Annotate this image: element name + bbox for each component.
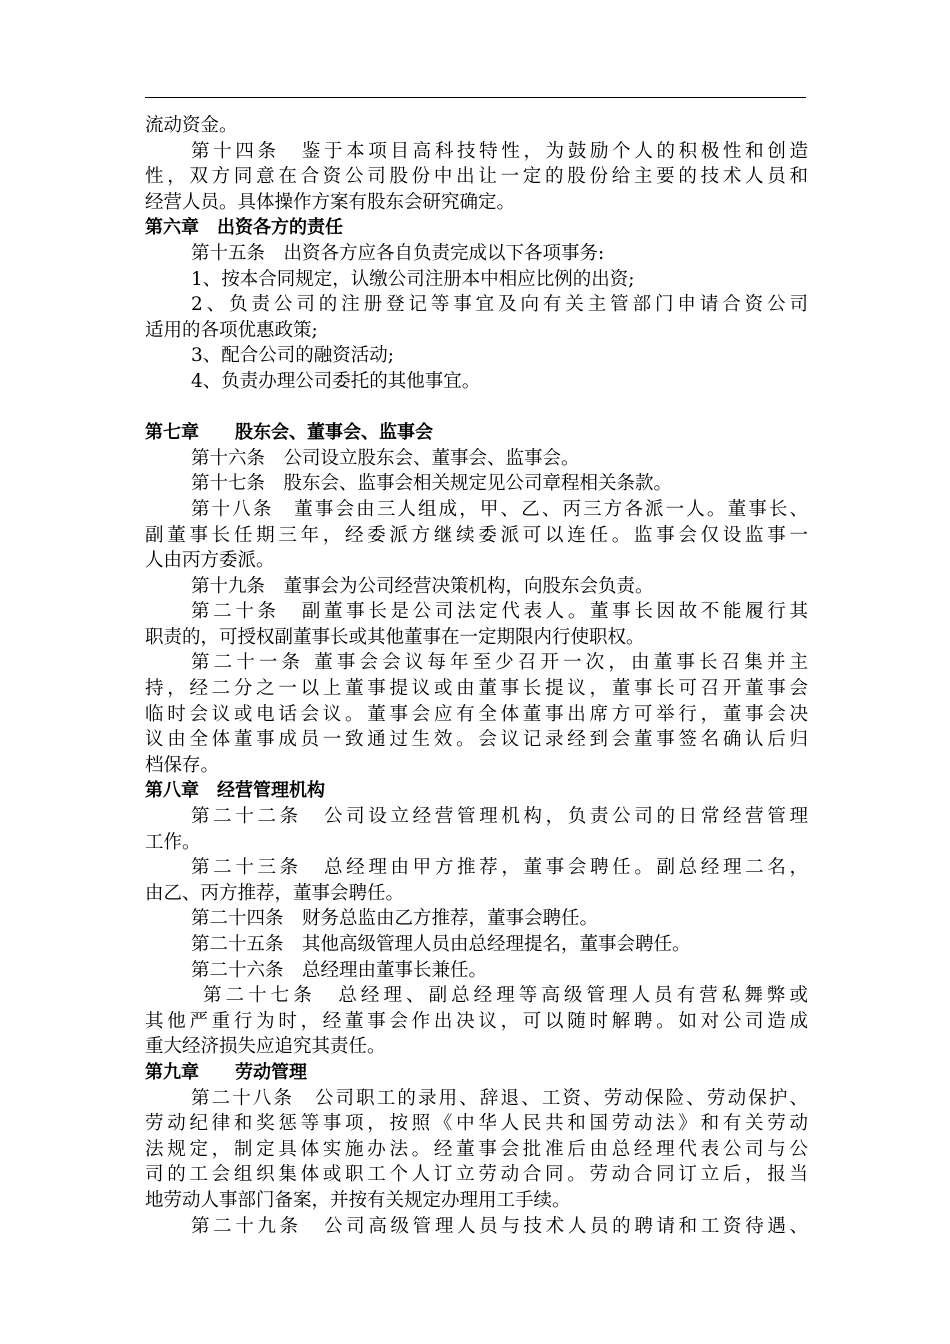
text-line: 劳动纪律和奖惩等事项，按照《中华人民共和国劳动法》和有关劳动 <box>145 1113 808 1135</box>
text-line: 第二十一条 董事会会议每年至少召开一次，由董事长召集并主 <box>191 652 808 674</box>
text-line: 第二十二条 公司设立经营管理机构，负责公司的日常经营管理 <box>191 806 808 828</box>
chapter-heading: 第九章 劳动管理 <box>145 1061 307 1083</box>
text-line: 1、按本合同规定，认缴公司注册本中相应比例的出资; <box>191 268 635 290</box>
text-line: 第二十四条 财务总监由乙方推荐，董事会聘任。 <box>191 908 599 930</box>
text-line: 第二十条 副董事长是公司法定代表人。董事长因故不能履行其 <box>191 601 808 623</box>
chapter-heading: 第七章 股东会、董事会、监事会 <box>145 422 433 444</box>
text-line: 经营人员。具体操作方案有股东会研究确定。 <box>145 191 516 213</box>
text-line: 副董事长任期三年，经委派方继续委派可以连任。监事会仅设监事一 <box>145 524 808 546</box>
text-line: 第十七条 股东会、监事会相关规定见公司章程相关条款。 <box>191 473 673 495</box>
text-line: 档保存。 <box>145 754 220 776</box>
text-line: 第十五条 出资各方应各自负责完成以下各项事务: <box>191 242 605 264</box>
text-line: 地劳动人事部门备案，并按有关规定办理用工手续。 <box>145 1189 571 1211</box>
text-line: 第十九条 董事会为公司经营决策机构，向股东会负责。 <box>191 575 654 597</box>
text-line: 2、负责公司的注册登记等事宜及向有关主管部门申请合资公司 <box>191 294 808 316</box>
text-line: 适用的各项优惠政策; <box>145 319 318 341</box>
text-line: 法规定，制定具体实施办法。经董事会批准后由总经理代表公司与公 <box>145 1138 808 1160</box>
text-line: 其他严重行为时，经董事会作出决议，可以随时解聘。如对公司造成 <box>145 1010 808 1032</box>
blank-line <box>145 395 808 421</box>
text-line: 第二十九条 公司高级管理人员与技术人员的聘请和工资待遇、 <box>191 1215 808 1237</box>
text-line: 重大经济损失应追究其责任。 <box>145 1036 386 1058</box>
text-line: 第二十三条 总经理由甲方推荐，董事会聘任。副总经理二名， <box>191 857 808 879</box>
text-line: 第二十七条 总经理、副总经理等高级管理人员有营私舞弊或 <box>203 985 808 1007</box>
text-line: 临时会议或电话会议。董事会应有全体董事出席方可举行，董事会决 <box>145 703 808 725</box>
chapter-heading: 第六章 出资各方的责任 <box>145 217 343 239</box>
text-line: 第二十八条 公司职工的录用、辞退、工资、劳动保险、劳动保护、 <box>191 1087 808 1109</box>
text-line: 议由全体董事成员一致通过生效。会议记录经到会董事签名确认后归 <box>145 729 808 751</box>
header-rule <box>145 97 806 98</box>
text-line: 工作。 <box>145 831 201 853</box>
chapter-heading: 第八章 经营管理机构 <box>145 780 325 802</box>
text-line: 持，经二分之一以上董事提议或由董事长提议，董事长可召开董事会 <box>145 678 808 700</box>
text-line: 第十八条 董事会由三人组成，甲、乙、丙三方各派一人。董事长、 <box>191 498 808 520</box>
text-line: 职责的，可授权副董事长或其他董事在一定期限内行使职权。 <box>145 626 645 648</box>
text-line: 第十四条 鉴于本项目高科技特性，为鼓励个人的积极性和创造 <box>191 140 808 162</box>
text-line: 司的工会组织集体或职工个人订立劳动合同。劳动合同订立后，报当 <box>145 1164 808 1186</box>
text-line: 第二十五条 其他高级管理人员由总经理提名，董事会聘任。 <box>191 934 691 955</box>
text-line: 3、配合公司的融资活动; <box>191 345 395 367</box>
document-body <box>145 113 808 1239</box>
text-line: 性，双方同意在合资公司股份中出让一定的股份给主要的技术人员和 <box>145 166 808 188</box>
text-line: 4、负责办理公司委托的其他事宜。 <box>191 370 481 392</box>
text-line: 由乙、丙方推荐，董事会聘任。 <box>145 882 405 904</box>
text-line: 人由丙方委派。 <box>145 550 275 572</box>
text-line: 第二十六条 总经理由董事长兼任。 <box>191 959 488 981</box>
text-line: 第十六条 公司设立股东会、董事会、监事会。 <box>191 447 580 469</box>
text-line: 流动资金。 <box>145 115 238 136</box>
